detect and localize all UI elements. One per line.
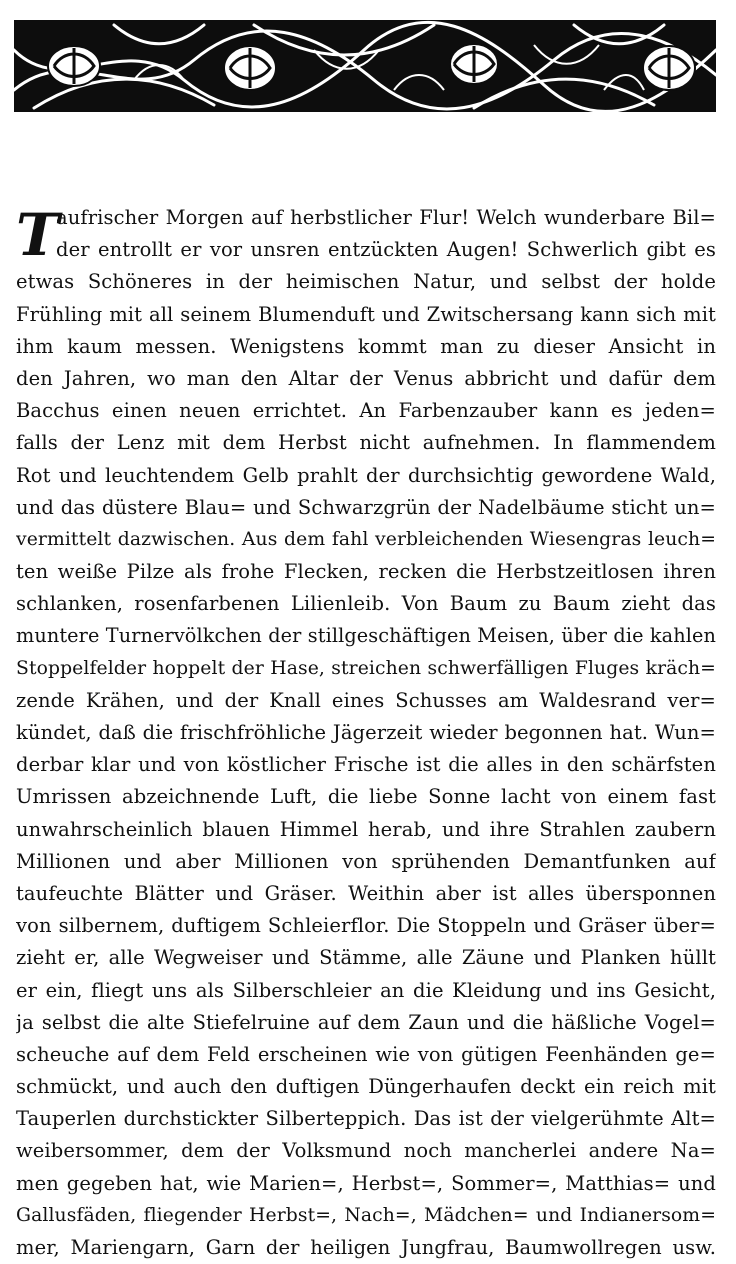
text-line: den Jahren, wo man den Altar der Venus abbricht und dafür dem bbox=[16, 366, 716, 390]
text-line: falls der Lenz mit dem Herbst nicht aufnehmen. In flammendem bbox=[16, 431, 716, 455]
text-line: Stoppelfelder hoppelt der Hase, streichen schwerfälligen Fluges kräch= bbox=[16, 657, 716, 679]
text-line: Gallusfäden, fliegender Herbst=, Nach=, Mädchen= und Indianersom= bbox=[16, 1204, 716, 1226]
text-line: muntere Turnervölkchen der stillgeschäftigen Meisen, über die kahlen bbox=[16, 624, 716, 648]
text-line: Bacchus einen neuen errichtet. An Farbenzauber kann es jeden= bbox=[16, 399, 716, 423]
text-line: vermittelt dazwischen. Aus dem fahl verbleichenden Wiesengras leuch= bbox=[16, 528, 716, 550]
text-line: scheuche auf dem Feld erscheinen wie von gütigen Feenhänden ge= bbox=[16, 1042, 716, 1066]
text-line: unwahrscheinlich blauen Himmel herab, und ihre Strahlen zaubern bbox=[16, 817, 716, 841]
text-line: Umrissen abzeichnende Luft, die liebe Sonne lacht von einem fast bbox=[16, 785, 716, 809]
text-line: etwas Schöneres in der heimischen Natur, und selbst der holde bbox=[16, 270, 716, 294]
text-line: zende Krähen, und der Knall eines Schusses am Waldesrand ver= bbox=[16, 688, 716, 712]
text-line: kündet, daß die frischfröhliche Jägerzeit wieder begonnen hat. Wun= bbox=[16, 721, 716, 744]
text-line: Frühling mit all seinem Blumenduft und Zwitschersang kann sich mit bbox=[16, 302, 716, 326]
article-text bbox=[16, 202, 716, 1264]
text-line: Tauperlen durchstickter Silberteppich. Das ist der vielgerühmte Alt= bbox=[16, 1107, 716, 1131]
text-line: Millionen und aber Millionen von sprühenden Demantfunken auf bbox=[16, 849, 716, 873]
text-line: ja selbst die alte Stiefelruine auf dem Zaun und die häßliche Vogel= bbox=[16, 1010, 716, 1034]
text-line: aufrischer Morgen auf herbstlicher Flur! Welch wunderbare Bil= bbox=[56, 206, 716, 229]
text-line: schlanken, rosenfarbenen Lilienleib. Von Baum zu Baum zieht das bbox=[16, 592, 716, 616]
text-line: er ein, fliegt uns als Silberschleier an die Kleidung und ins Gesicht, bbox=[16, 978, 716, 1002]
ornament-border-icon bbox=[14, 20, 716, 112]
text-line: ihm kaum messen. Wenigstens kommt man zu dieser Ansicht in bbox=[16, 334, 716, 358]
text-line: taufeuchte Blätter und Gräser. Weithin aber ist alles übersponnen bbox=[16, 881, 716, 905]
text-line: zieht er, alle Wegweiser und Stämme, alle Zäune und Planken hüllt bbox=[16, 946, 716, 970]
text-line: und das düstere Blau= und Schwarzgrün der Nadelbäume sticht un= bbox=[16, 495, 716, 519]
text-line: von silbernem, duftigem Schleierflor. Die Stoppeln und Gräser über= bbox=[16, 914, 716, 938]
text-line: men gegeben hat, wie Marien=, Herbst=, Sommer=, Matthias= und bbox=[16, 1171, 716, 1195]
text-line: der entrollt er vor unsren entzückten Augen! Schwerlich gibt es bbox=[56, 238, 716, 262]
drop-cap: T bbox=[16, 201, 60, 269]
text-line: derbar klar und von köstlicher Frische ist die alles in den schärfsten bbox=[16, 753, 716, 777]
text-line: mer, Mariengarn, Garn der heiligen Jungfrau, Baumwollregen usw. bbox=[16, 1236, 716, 1259]
text-line: weibersommer, dem der Volksmund noch mancherlei andere Na= bbox=[16, 1139, 716, 1163]
text-line: Rot und leuchtendem Gelb prahlt der durchsichtig gewordene Wald, bbox=[16, 463, 716, 487]
text-line: ten weiße Pilze als frohe Flecken, recken die Herbstzeitlosen ihren bbox=[16, 560, 716, 584]
text-line: schmückt, und auch den duftigen Düngerhaufen deckt ein reich mit bbox=[16, 1075, 716, 1099]
